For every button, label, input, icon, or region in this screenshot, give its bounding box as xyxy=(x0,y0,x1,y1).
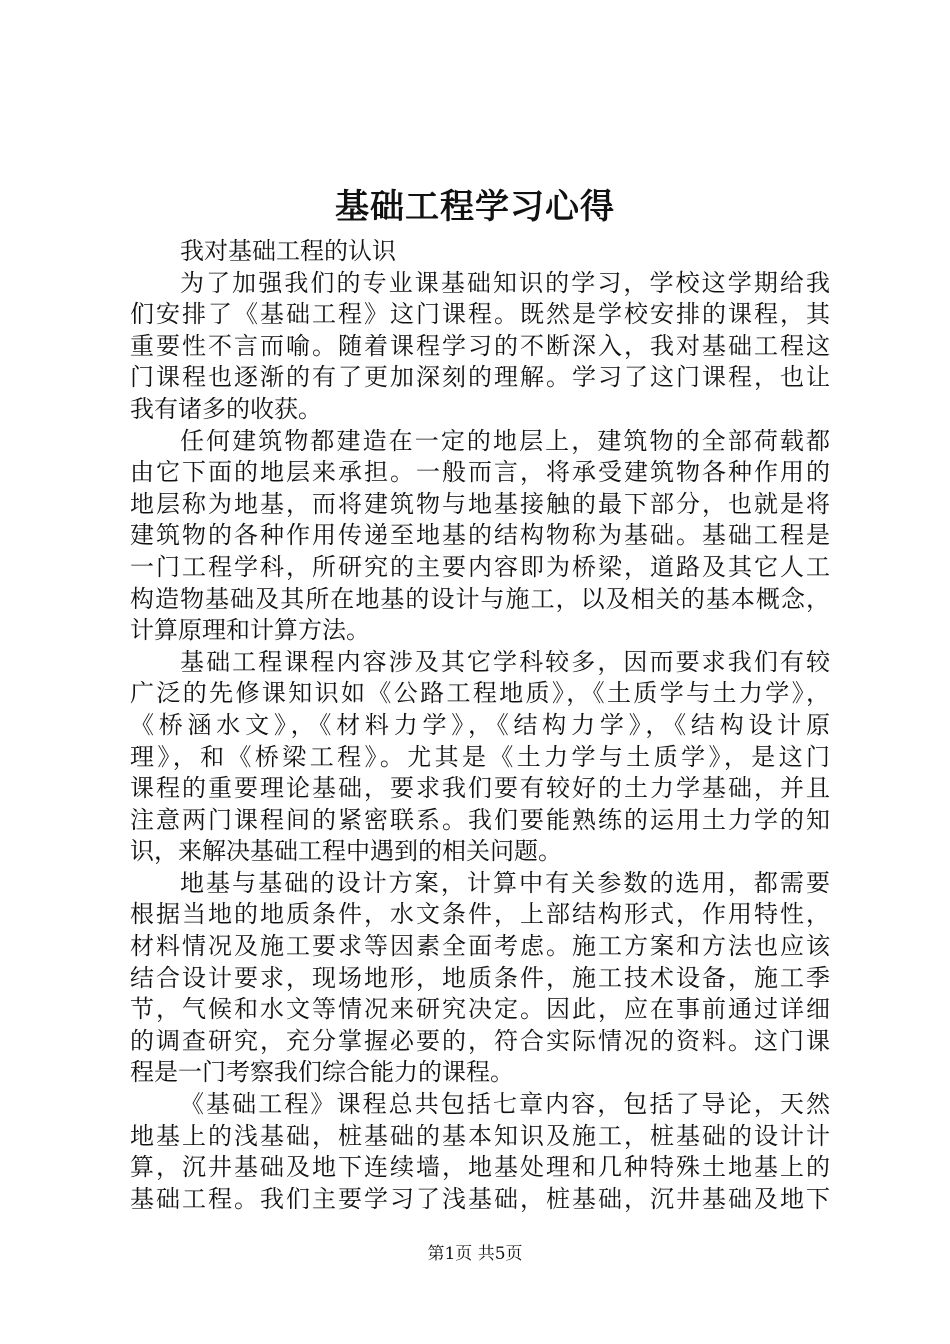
text-line: 们安排了《基础工程》这门课程。既然是学校安排的课程，其 xyxy=(130,300,830,329)
text-line: 地基与基础的设计方案，计算中有关参数的选用，都需要 xyxy=(180,868,830,897)
document-body xyxy=(130,236,830,1215)
text-line: 建筑物的各种作用传递至地基的结构物称为基础。基础工程是 xyxy=(130,521,830,550)
text-line: 课程的重要理论基础，要求我们要有较好的土力学基础，并且 xyxy=(130,774,830,803)
text-line: 由它下面的地层来承担。一般而言，将承受建筑物各种作用的 xyxy=(130,458,830,487)
text-line: 节，气候和水文等情况来研究决定。因此，应在事前通过详细 xyxy=(130,995,830,1024)
text-line: 门课程也逐渐的有了更加深刻的理解。学习了这门课程，也让 xyxy=(130,363,830,392)
text-line: 任何建筑物都建造在一定的地层上，建筑物的全部荷载都 xyxy=(180,426,830,455)
text-line: 基础工程课程内容涉及其它学科较多，因而要求我们有较 xyxy=(180,647,830,676)
text-line: 地层称为地基，而将建筑物与地基接触的最下部分，也就是将 xyxy=(130,489,830,518)
text-line: 计算原理和计算方法。 xyxy=(130,616,370,645)
text-line: 材料情况及施工要求等因素全面考虑。施工方案和方法也应该 xyxy=(130,932,830,961)
text-line: 算，沉井基础及地下连续墙，地基处理和几种特殊土地基上的 xyxy=(130,1153,830,1182)
text-line: 地基上的浅基础，桩基础的基本知识及施工，桩基础的设计计 xyxy=(130,1121,830,1150)
text-line: 理》，和《桥梁工程》。尤其是《土力学与土质学》，是这门 xyxy=(130,742,830,771)
text-line: 重要性不言而喻。随着课程学习的不断深入，我对基础工程这 xyxy=(130,331,830,360)
text-line: 根据当地的地质条件，水文条件，上部结构形式，作用特性， xyxy=(130,900,830,929)
text-line: 为了加强我们的专业课基础知识的学习，学校这学期给我 xyxy=(180,268,830,297)
text-line: 程是一门考察我们综合能力的课程。 xyxy=(130,1058,514,1087)
document-title: 基础工程学习心得 xyxy=(335,187,615,227)
text-line: 构造物基础及其所在地基的设计与施工，以及相关的基本概念， xyxy=(130,584,830,613)
text-line: 我对基础工程的认识 xyxy=(180,237,396,265)
text-line: 的调查研究，充分掌握必要的，符合实际情况的资料。这门课 xyxy=(130,1026,830,1055)
text-line: 基础工程。我们主要学习了浅基础，桩基础，沉井基础及地下 xyxy=(130,1184,830,1213)
text-line: 我有诸多的收获。 xyxy=(130,394,322,423)
text-line: 结合设计要求，现场地形，地质条件，施工技术设备，施工季 xyxy=(130,963,830,992)
text-line: 注意两门课程间的紧密联系。我们要能熟练的运用土力学的知 xyxy=(130,805,830,834)
text-line: 《基础工程》课程总共包括七章内容，包括了导论，天然 xyxy=(180,1090,830,1119)
text-line: 《桥涵水文》，《材料力学》，《结构力学》，《结构设计原 xyxy=(130,710,830,739)
page-footer: 第1页 共5页 xyxy=(427,1244,523,1264)
text-line: 识，来解决基础工程中遇到的相关问题。 xyxy=(130,837,562,866)
text-line: 广泛的先修课知识如《公路工程地质》，《土质学与土力学》， xyxy=(130,679,830,708)
text-line: 一门工程学科，所研究的主要内容即为桥梁，道路及其它人工 xyxy=(130,552,830,581)
